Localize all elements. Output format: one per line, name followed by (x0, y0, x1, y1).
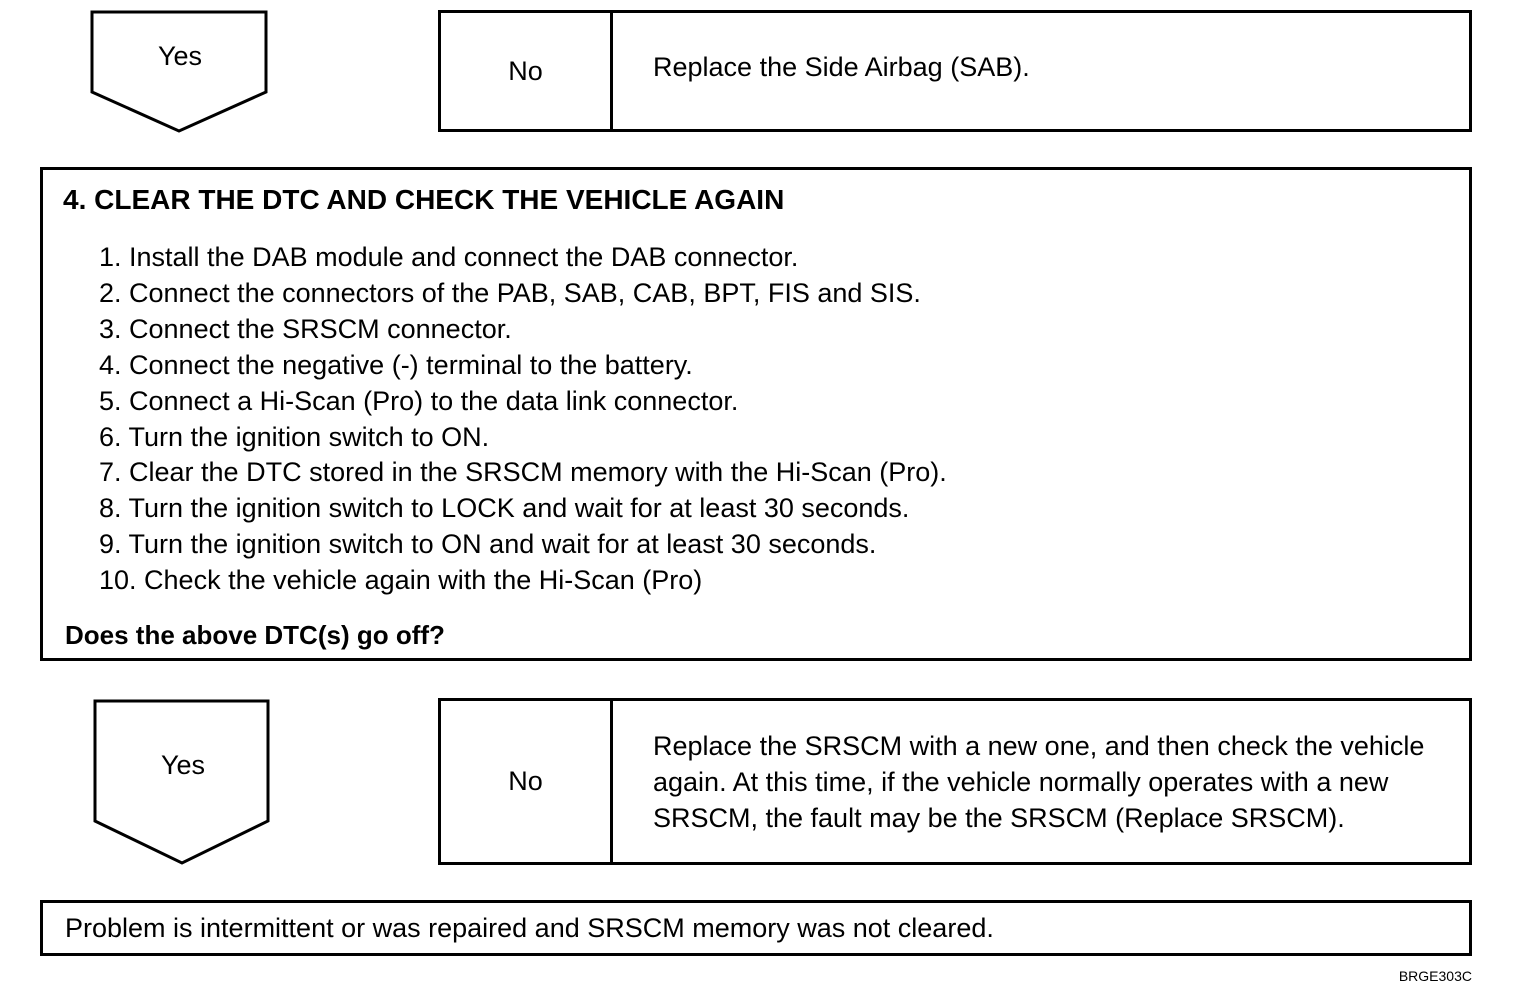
step4-list (99, 240, 947, 599)
bottom-yes-arrow (95, 701, 268, 863)
bottom-yes-label: Yes (160, 750, 206, 780)
list-item: 5. Connect a Hi-Scan (Pro) to the data link connector. (99, 385, 739, 416)
step4-title: 4. CLEAR THE DTC AND CHECK THE VEHICLE AGAIN (63, 184, 785, 215)
result-text: Problem is intermittent or was repaired and SRSCM memory was not cleared. (65, 912, 994, 943)
list-item: 6. Turn the ignition switch to ON. (99, 421, 490, 452)
list-item: 8. Turn the ignition switch to LOCK and wait for at least 30 seconds. (99, 493, 910, 524)
list-item: 3. Connect the SRSCM connector. (99, 313, 512, 344)
list-item: 1. Install the DAB module and connect the DAB connector. (99, 242, 799, 272)
bottom-no-action: Replace the SRSCM with a new one, and then check the vehicle again. At this time, if the vehicle normally operates with a new SRSCM, the fault may be the SRSCM (Replace SRSCM). (653, 730, 1425, 833)
step4-question: Does the above DTC(s) go off? (65, 620, 445, 650)
list-item: 10. Check the vehicle again with the Hi-Scan (Pro) (99, 565, 703, 596)
top-no-label: No (441, 13, 613, 129)
top-no-box (438, 10, 1472, 132)
bottom-no-box (438, 698, 1472, 865)
list-item: 9. Turn the ignition switch to ON and wait for at least 30 seconds. (99, 529, 877, 560)
top-yes-label: Yes (157, 41, 203, 71)
list-item: 2. Connect the connectors of the PAB, SAB, CAB, BPT, FIS and SIS. (99, 277, 921, 308)
list-item: 4. Connect the negative (-) terminal to the battery. (99, 349, 693, 380)
top-no-action: Replace the Side Airbag (SAB). (653, 52, 1030, 82)
list-item: 7. Clear the DTC stored in the SRSCM memory with the Hi-Scan (Pro). (99, 457, 947, 488)
step4-box (40, 167, 1472, 661)
figure-code: BRGE303C (1398, 968, 1472, 984)
result-box (40, 900, 1472, 956)
bottom-no-label: No (441, 701, 613, 862)
